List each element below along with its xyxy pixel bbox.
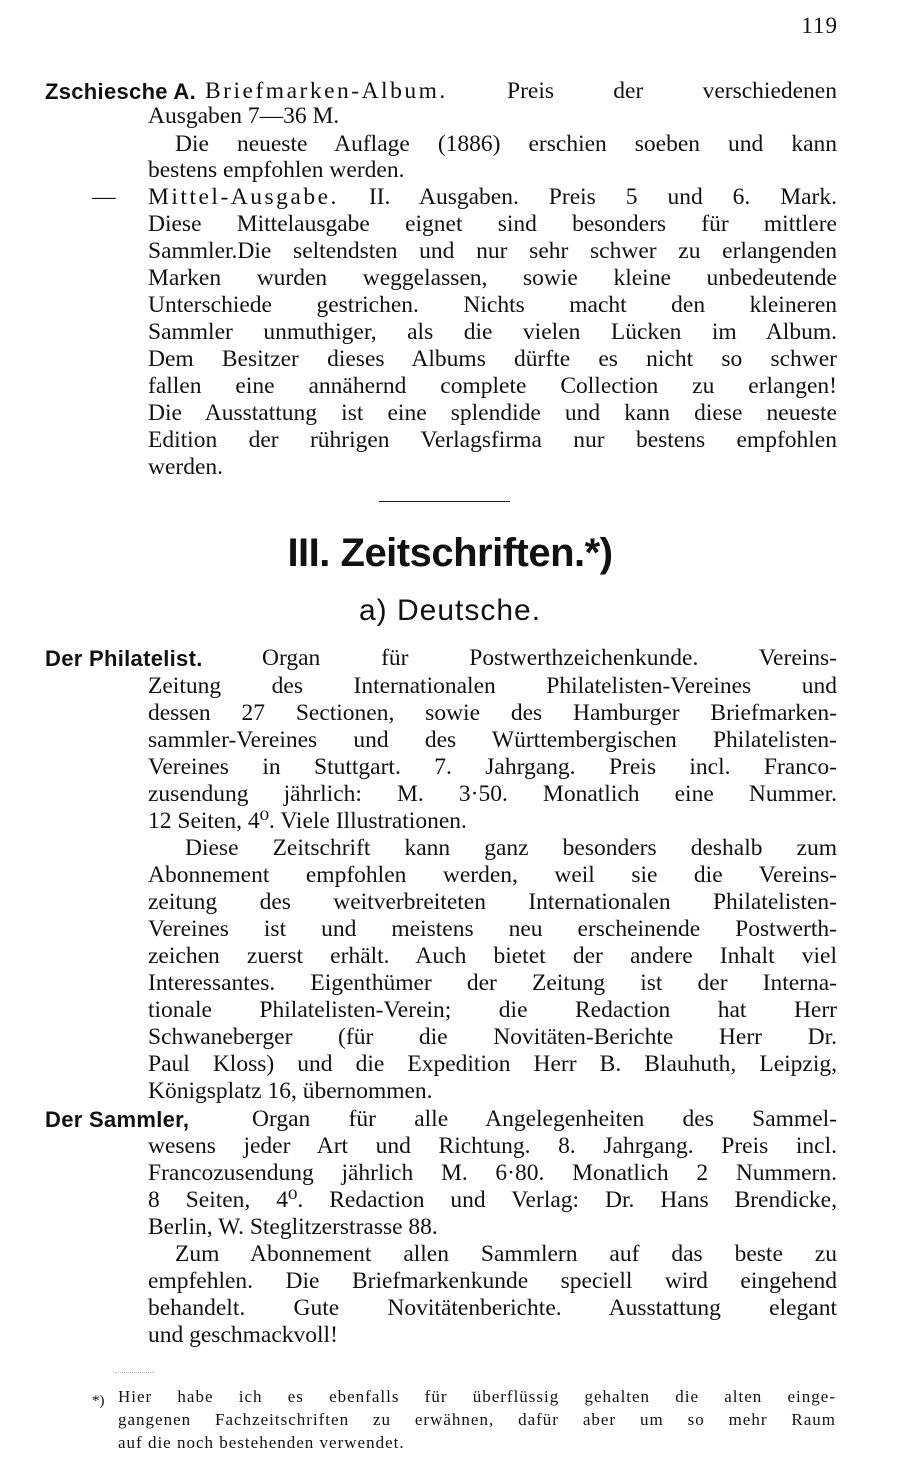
text-line: zeichen zuerst erhält. Auch bietet der andere Inhalt viel	[148, 943, 837, 969]
text-line: Interessantes. Eigenthümer der Zeitung ist der Interna-	[148, 970, 837, 996]
mittel-first-line-rest: II. Ausgaben. Preis 5 und 6. Mark.	[338, 184, 837, 210]
text-line: 12 Seiten, 4⁰. Viele Illustrationen.	[148, 808, 467, 834]
entry-heading: Der Sammler,	[45, 1107, 190, 1132]
text-line: 8 Seiten, 4⁰. Redaction und Verlag: Dr. Hans Brendicke,	[148, 1187, 837, 1213]
text-line: empfehlen. Die Briefmarkenkunde speciell wird eingehend	[148, 1268, 837, 1294]
text-line: Die Ausstattung ist eine splendide und kann diese neueste	[148, 400, 837, 426]
entry-title-spaced: Briefmarken-Album.	[205, 78, 448, 104]
text-line: zeitung des weitverbreiteten Internationalen Philatelisten-	[148, 889, 837, 915]
text-line: Diese Zeitschrift kann ganz besonders deshalb zum	[185, 835, 837, 861]
text-line: sammler-Vereines und des Württembergischen Philatelisten-	[148, 727, 837, 753]
entry-first-line-rest: Organ für alle Angelegenheiten des Sammel-	[252, 1106, 837, 1132]
footnote-line: gangenen Fachzeitschriften zu erwähnen, dafür aber um so mehr Raum	[118, 1410, 836, 1429]
text-line: fallen eine annähernd complete Collection zu erlangen!	[148, 373, 837, 399]
text-line: dessen 27 Sectionen, sowie des Hamburger Briefmarken-	[148, 700, 837, 726]
text-line: Sammler.Die seltendsten und nur sehr schwer zu erlangenden	[148, 238, 837, 264]
text-line: Die neueste Auflage (1886) erschien soeben und kann	[175, 131, 837, 157]
entry-first-line	[205, 78, 837, 105]
text-line: tionale Philatelisten-Verein; die Redaction hat Herr	[148, 997, 837, 1023]
text-line: Ausgaben 7—36 M.	[148, 103, 340, 129]
page-number: 119	[801, 13, 838, 38]
text-line: Paul Kloss) und die Expedition Herr B. Blauhuth, Leipzig,	[148, 1051, 837, 1077]
footnote-line: Hier habe ich es ebenfalls für überflüssig gehalten die alten einge-	[118, 1387, 836, 1406]
footnote-mark: *)	[92, 1393, 105, 1409]
text-line: Francozusendung jährlich M. 6·80. Monatlich 2 Nummern.	[148, 1160, 837, 1186]
text-line: Vereines ist und meistens neu erscheinende Postwerth-	[148, 916, 837, 942]
entry-heading: Zschiesche A.	[45, 79, 197, 104]
text-line: Abonnement empfohlen werden, weil sie die Vereins-	[148, 862, 837, 888]
text-line: Berlin, W. Steglitzerstrasse 88.	[148, 1214, 438, 1240]
text-line: Dem Besitzer dieses Albums dürfte es nicht so schwer	[148, 346, 837, 372]
mittel-title-spaced: Mittel-Ausgabe.	[148, 184, 339, 210]
mittel-first-line	[148, 184, 837, 211]
section-subtitle: a) Deutsche.	[358, 594, 542, 627]
section-title: III. Zeitschriften.*)	[287, 531, 613, 575]
text-line: Unterschiede gestrichen. Nichts macht den kleineren	[148, 292, 837, 318]
text-line: Diese Mittelausgabe eignet sind besonders für mittlere	[148, 211, 837, 237]
entry-heading: Der Philatelist.	[45, 646, 203, 671]
text-line: Königsplatz 16, übernommen.	[148, 1078, 433, 1104]
text-line: behandelt. Gute Novitätenberichte. Ausstattung elegant	[148, 1295, 837, 1321]
text-line: wesens jeder Art und Richtung. 8. Jahrgang. Preis incl.	[148, 1133, 837, 1159]
footnote-separator	[115, 1372, 155, 1373]
entry-first-line-rest: Organ für Postwerthzeichenkunde. Vereins-	[262, 645, 837, 671]
ditto-dash: —	[92, 184, 116, 210]
text-line: Marken wurden weggelassen, sowie kleine unbedeutende	[148, 265, 837, 291]
footnote-line: auf die noch bestehenden verwendet.	[118, 1433, 405, 1452]
text-line: bestens empfohlen werden.	[148, 157, 405, 183]
text-line: und geschmackvoll!	[148, 1322, 338, 1348]
text-line: Vereines in Stuttgart. 7. Jahrgang. Preis incl. Franco-	[148, 754, 837, 780]
text-line: Edition der rührigen Verlagsfirma nur bestens empfohlen	[148, 427, 837, 453]
text-line: werden.	[148, 454, 224, 480]
text-line: Zum Abonnement allen Sammlern auf das beste zu	[175, 1241, 837, 1267]
text-line: Zeitung des Internationalen Philatelisten-Vereines und	[148, 673, 837, 699]
entry-first-line-rest: Preis der verschiedenen	[447, 78, 837, 104]
text-line: Sammler unmuthiger, als die vielen Lücken im Album.	[148, 319, 837, 345]
text-line: zusendung jährlich: M. 3·50. Monatlich eine Nummer.	[148, 781, 837, 807]
section-divider	[379, 501, 510, 502]
text-line: Schwaneberger (für die Novitäten-Berichte Herr Dr.	[148, 1024, 837, 1050]
